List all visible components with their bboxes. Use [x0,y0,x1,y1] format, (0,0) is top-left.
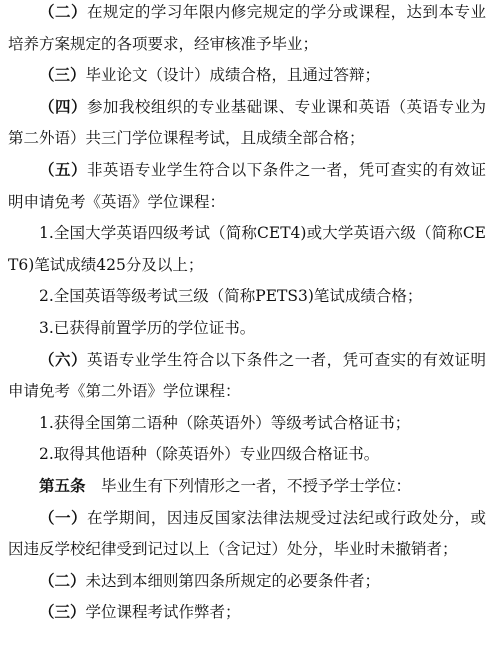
clause-1 [8,503,486,566]
sub-item-text: 1.获得全国第二语种（除英语外）等级考试合格证书； [39,413,411,432]
clause-text: 参加我校组织的专业基础课、专业课和英语（英语专业为第二外语）共三门学位课程考试，且成绩全部合格； [8,97,486,148]
clause-text: 英语专业学生符合以下条件之一者，凭可查实的有效证明申请免考《第二外语》学位课程： [8,350,486,401]
clause-number: （六） [39,350,87,369]
clause-text: 在规定的学习年限内修完规定的学分或课程，达到本专业培养方案规定的各项要求，经审核准予毕业； [8,3,486,53]
article-5 [8,471,486,503]
clause-text: 未达到本细则第四条所规定的必要条件者； [85,571,381,590]
clause-3 [8,597,486,629]
sub-item-text: 1.全国大学英语四级考试（简称CET4)或大学英语六级（简称CET6)笔试成绩425分及以上； [8,224,486,274]
clause-number: （三） [39,603,86,622]
sub-item-2 [8,439,486,471]
sub-item-text: 2.取得其他语种（除英语外）专业四级合格证书。 [39,445,380,464]
clause-2 [8,0,486,60]
clause-2 [8,566,486,598]
clause-number: （三） [39,66,86,85]
sub-item-3 [8,313,486,345]
sub-item-text: 2.全国英语等级考试三级（简称PETS3)笔试成绩合格； [39,287,423,306]
clause-text: 学位课程考试作弊者； [85,603,241,622]
clause-number: （五） [39,160,87,179]
clause-number: （二） [39,571,86,590]
clause-6 [8,345,486,408]
clause-number: （四） [39,97,87,116]
sub-item-text: 3.已获得前置学历的学位证书。 [39,318,256,337]
clause-number: （一） [39,508,87,527]
sub-item-1 [8,408,486,440]
sub-item-1 [8,218,486,281]
clause-3 [8,60,486,92]
article-heading: 第五条 [39,476,86,495]
article-text: 毕业生有下列情形之一者，不授予学士学位： [85,476,412,495]
clause-5 [8,155,486,218]
clause-text: 毕业论文（设计）成绩合格，且通过答辩； [85,66,381,85]
clause-text: 在学期间，因违反国家法律法规受过法纪或行政处分，或因违反学校纪律受到记过以上（含记过）处分，毕业时未撤销者； [8,508,486,559]
clause-text: 非英语专业学生符合以下条件之一者，凭可查实的有效证明申请免考《英语》学位课程： [8,160,486,211]
clause-4 [8,92,486,155]
clause-number: （二） [39,3,87,21]
sub-item-2 [8,281,486,313]
